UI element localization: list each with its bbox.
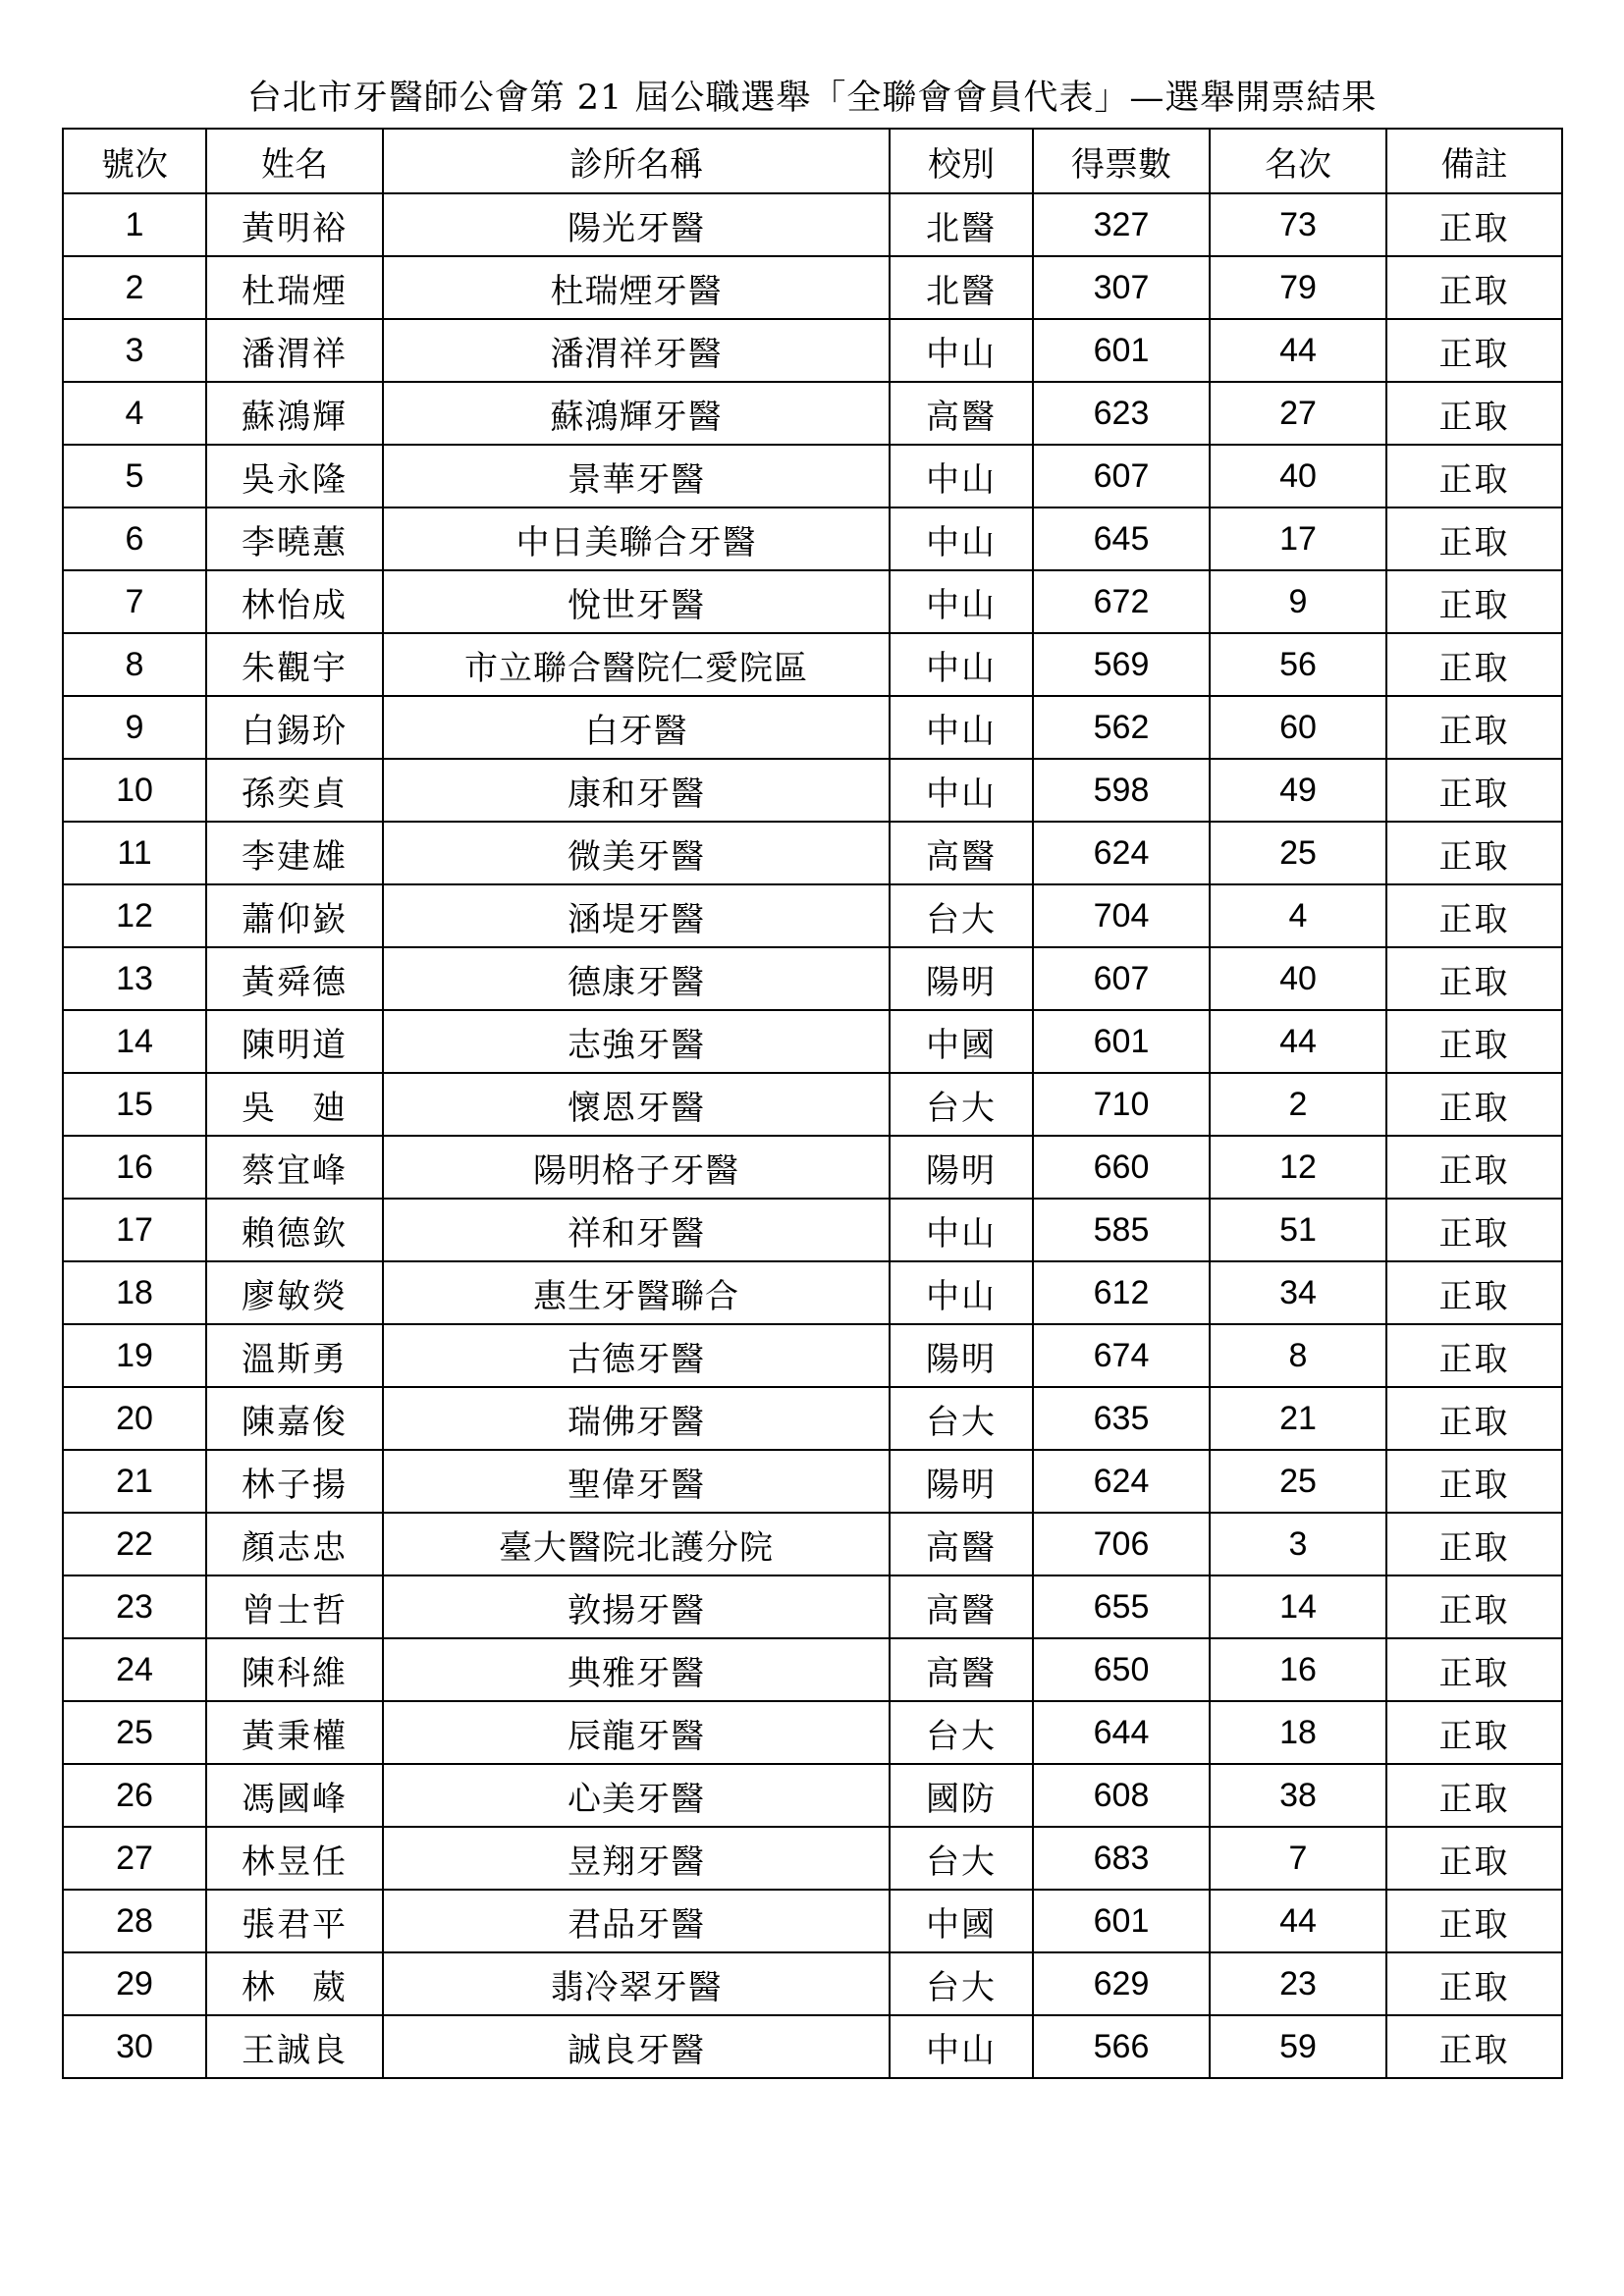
column-header-name: 姓名 bbox=[206, 129, 383, 193]
cell-school: 台大 bbox=[890, 884, 1033, 947]
cell-school: 陽明 bbox=[890, 1136, 1033, 1199]
cell-note: 正取 bbox=[1386, 1136, 1562, 1199]
cell-school: 中山 bbox=[890, 696, 1033, 759]
cell-number: 16 bbox=[63, 1136, 206, 1199]
cell-note: 正取 bbox=[1386, 1199, 1562, 1261]
column-header-number: 號次 bbox=[63, 129, 206, 193]
cell-school: 高醫 bbox=[890, 1638, 1033, 1701]
cell-clinic: 翡冷翠牙醫 bbox=[383, 1952, 890, 2015]
cell-votes: 607 bbox=[1033, 947, 1210, 1010]
cell-votes: 612 bbox=[1033, 1261, 1210, 1324]
cell-note: 正取 bbox=[1386, 1261, 1562, 1324]
cell-school: 台大 bbox=[890, 1073, 1033, 1136]
column-header-votes: 得票數 bbox=[1033, 129, 1210, 193]
cell-clinic: 陽光牙醫 bbox=[383, 193, 890, 256]
cell-clinic: 惠生牙醫聯合 bbox=[383, 1261, 890, 1324]
cell-name: 陳嘉俊 bbox=[206, 1387, 383, 1450]
column-header-school: 校別 bbox=[890, 129, 1033, 193]
table-body bbox=[63, 193, 1562, 2078]
cell-rank: 4 bbox=[1210, 884, 1386, 947]
cell-number: 10 bbox=[63, 759, 206, 822]
cell-votes: 601 bbox=[1033, 1010, 1210, 1073]
cell-rank: 25 bbox=[1210, 822, 1386, 884]
cell-number: 21 bbox=[63, 1450, 206, 1513]
cell-clinic: 德康牙醫 bbox=[383, 947, 890, 1010]
cell-note: 正取 bbox=[1386, 382, 1562, 445]
cell-number: 19 bbox=[63, 1324, 206, 1387]
cell-note: 正取 bbox=[1386, 1638, 1562, 1701]
cell-clinic: 微美牙醫 bbox=[383, 822, 890, 884]
cell-rank: 8 bbox=[1210, 1324, 1386, 1387]
cell-name: 潘渭祥 bbox=[206, 319, 383, 382]
cell-votes: 566 bbox=[1033, 2015, 1210, 2078]
table-row bbox=[63, 570, 1562, 633]
table-row bbox=[63, 633, 1562, 696]
cell-school: 中山 bbox=[890, 1261, 1033, 1324]
cell-note: 正取 bbox=[1386, 1387, 1562, 1450]
cell-number: 26 bbox=[63, 1764, 206, 1827]
cell-rank: 49 bbox=[1210, 759, 1386, 822]
cell-school: 中國 bbox=[890, 1890, 1033, 1952]
cell-note: 正取 bbox=[1386, 1575, 1562, 1638]
cell-number: 6 bbox=[63, 507, 206, 570]
table-row bbox=[63, 2015, 1562, 2078]
cell-votes: 635 bbox=[1033, 1387, 1210, 1450]
cell-school: 台大 bbox=[890, 1952, 1033, 2015]
cell-name: 蔡宜峰 bbox=[206, 1136, 383, 1199]
cell-school: 高醫 bbox=[890, 1513, 1033, 1575]
cell-votes: 598 bbox=[1033, 759, 1210, 822]
table-row bbox=[63, 1638, 1562, 1701]
cell-clinic: 懷恩牙醫 bbox=[383, 1073, 890, 1136]
cell-name: 吳永隆 bbox=[206, 445, 383, 507]
cell-rank: 73 bbox=[1210, 193, 1386, 256]
cell-school: 陽明 bbox=[890, 1324, 1033, 1387]
cell-name: 李曉蕙 bbox=[206, 507, 383, 570]
cell-votes: 607 bbox=[1033, 445, 1210, 507]
cell-rank: 44 bbox=[1210, 319, 1386, 382]
table-row bbox=[63, 1136, 1562, 1199]
table-row bbox=[63, 1827, 1562, 1890]
cell-rank: 40 bbox=[1210, 445, 1386, 507]
cell-rank: 44 bbox=[1210, 1890, 1386, 1952]
cell-rank: 9 bbox=[1210, 570, 1386, 633]
cell-note: 正取 bbox=[1386, 759, 1562, 822]
cell-rank: 59 bbox=[1210, 2015, 1386, 2078]
table-row bbox=[63, 256, 1562, 319]
cell-school: 中山 bbox=[890, 570, 1033, 633]
cell-name: 林子揚 bbox=[206, 1450, 383, 1513]
table-row bbox=[63, 507, 1562, 570]
cell-rank: 16 bbox=[1210, 1638, 1386, 1701]
cell-votes: 585 bbox=[1033, 1199, 1210, 1261]
cell-rank: 40 bbox=[1210, 947, 1386, 1010]
table-row bbox=[63, 1952, 1562, 2015]
cell-clinic: 陽明格子牙醫 bbox=[383, 1136, 890, 1199]
cell-votes: 644 bbox=[1033, 1701, 1210, 1764]
table-row bbox=[63, 1575, 1562, 1638]
cell-note: 正取 bbox=[1386, 947, 1562, 1010]
cell-school: 中山 bbox=[890, 2015, 1033, 2078]
cell-school: 北醫 bbox=[890, 256, 1033, 319]
cell-clinic: 潘渭祥牙醫 bbox=[383, 319, 890, 382]
cell-votes: 674 bbox=[1033, 1324, 1210, 1387]
cell-number: 14 bbox=[63, 1010, 206, 1073]
table-row bbox=[63, 1890, 1562, 1952]
cell-votes: 562 bbox=[1033, 696, 1210, 759]
cell-rank: 51 bbox=[1210, 1199, 1386, 1261]
cell-votes: 706 bbox=[1033, 1513, 1210, 1575]
cell-clinic: 杜瑞煙牙醫 bbox=[383, 256, 890, 319]
cell-name: 溫斯勇 bbox=[206, 1324, 383, 1387]
cell-number: 22 bbox=[63, 1513, 206, 1575]
cell-rank: 56 bbox=[1210, 633, 1386, 696]
cell-clinic: 康和牙醫 bbox=[383, 759, 890, 822]
cell-note: 正取 bbox=[1386, 1701, 1562, 1764]
cell-note: 正取 bbox=[1386, 1513, 1562, 1575]
column-header-note: 備註 bbox=[1386, 129, 1562, 193]
cell-note: 正取 bbox=[1386, 570, 1562, 633]
cell-rank: 2 bbox=[1210, 1073, 1386, 1136]
cell-rank: 60 bbox=[1210, 696, 1386, 759]
cell-number: 15 bbox=[63, 1073, 206, 1136]
cell-votes: 624 bbox=[1033, 822, 1210, 884]
table-row bbox=[63, 1010, 1562, 1073]
cell-note: 正取 bbox=[1386, 507, 1562, 570]
cell-number: 4 bbox=[63, 382, 206, 445]
cell-name: 林昱任 bbox=[206, 1827, 383, 1890]
cell-name: 朱觀宇 bbox=[206, 633, 383, 696]
cell-name: 吳 廸 bbox=[206, 1073, 383, 1136]
cell-clinic: 古德牙醫 bbox=[383, 1324, 890, 1387]
cell-name: 陳明道 bbox=[206, 1010, 383, 1073]
cell-number: 11 bbox=[63, 822, 206, 884]
cell-rank: 12 bbox=[1210, 1136, 1386, 1199]
column-header-clinic: 診所名稱 bbox=[383, 129, 890, 193]
cell-school: 陽明 bbox=[890, 1450, 1033, 1513]
cell-rank: 3 bbox=[1210, 1513, 1386, 1575]
cell-clinic: 瑞佛牙醫 bbox=[383, 1387, 890, 1450]
cell-note: 正取 bbox=[1386, 2015, 1562, 2078]
cell-name: 蘇鴻輝 bbox=[206, 382, 383, 445]
cell-note: 正取 bbox=[1386, 884, 1562, 947]
cell-clinic: 中日美聯合牙醫 bbox=[383, 507, 890, 570]
table-row bbox=[63, 947, 1562, 1010]
cell-note: 正取 bbox=[1386, 1324, 1562, 1387]
cell-number: 18 bbox=[63, 1261, 206, 1324]
cell-number: 9 bbox=[63, 696, 206, 759]
cell-note: 正取 bbox=[1386, 1890, 1562, 1952]
cell-school: 中國 bbox=[890, 1010, 1033, 1073]
cell-votes: 650 bbox=[1033, 1638, 1210, 1701]
cell-votes: 683 bbox=[1033, 1827, 1210, 1890]
cell-name: 白錫玠 bbox=[206, 696, 383, 759]
cell-votes: 624 bbox=[1033, 1450, 1210, 1513]
cell-votes: 569 bbox=[1033, 633, 1210, 696]
table-row bbox=[63, 884, 1562, 947]
cell-note: 正取 bbox=[1386, 822, 1562, 884]
cell-school: 台大 bbox=[890, 1827, 1033, 1890]
cell-name: 顏志忠 bbox=[206, 1513, 383, 1575]
cell-note: 正取 bbox=[1386, 319, 1562, 382]
cell-clinic: 志強牙醫 bbox=[383, 1010, 890, 1073]
cell-clinic: 悅世牙醫 bbox=[383, 570, 890, 633]
election-results-table bbox=[62, 128, 1563, 2079]
table-row bbox=[63, 445, 1562, 507]
cell-votes: 608 bbox=[1033, 1764, 1210, 1827]
cell-name: 陳科維 bbox=[206, 1638, 383, 1701]
cell-rank: 44 bbox=[1210, 1010, 1386, 1073]
cell-number: 7 bbox=[63, 570, 206, 633]
cell-name: 李建雄 bbox=[206, 822, 383, 884]
cell-note: 正取 bbox=[1386, 1952, 1562, 2015]
table-row bbox=[63, 1513, 1562, 1575]
header-row bbox=[63, 129, 1562, 193]
table-row bbox=[63, 1387, 1562, 1450]
cell-votes: 704 bbox=[1033, 884, 1210, 947]
cell-name: 孫奕貞 bbox=[206, 759, 383, 822]
table-row bbox=[63, 1324, 1562, 1387]
table-row bbox=[63, 696, 1562, 759]
table-row bbox=[63, 822, 1562, 884]
cell-school: 中山 bbox=[890, 507, 1033, 570]
cell-votes: 710 bbox=[1033, 1073, 1210, 1136]
cell-votes: 601 bbox=[1033, 319, 1210, 382]
cell-name: 王誠良 bbox=[206, 2015, 383, 2078]
cell-rank: 25 bbox=[1210, 1450, 1386, 1513]
cell-rank: 17 bbox=[1210, 507, 1386, 570]
table-row bbox=[63, 193, 1562, 256]
cell-name: 黃明裕 bbox=[206, 193, 383, 256]
cell-clinic: 君品牙醫 bbox=[383, 1890, 890, 1952]
cell-number: 13 bbox=[63, 947, 206, 1010]
cell-school: 高醫 bbox=[890, 822, 1033, 884]
cell-note: 正取 bbox=[1386, 696, 1562, 759]
table-row bbox=[63, 319, 1562, 382]
cell-note: 正取 bbox=[1386, 633, 1562, 696]
cell-rank: 7 bbox=[1210, 1827, 1386, 1890]
cell-school: 台大 bbox=[890, 1701, 1033, 1764]
cell-school: 國防 bbox=[890, 1764, 1033, 1827]
cell-votes: 655 bbox=[1033, 1575, 1210, 1638]
cell-clinic: 景華牙醫 bbox=[383, 445, 890, 507]
cell-number: 3 bbox=[63, 319, 206, 382]
cell-clinic: 昱翔牙醫 bbox=[383, 1827, 890, 1890]
cell-votes: 645 bbox=[1033, 507, 1210, 570]
cell-votes: 660 bbox=[1033, 1136, 1210, 1199]
cell-clinic: 臺大醫院北護分院 bbox=[383, 1513, 890, 1575]
cell-number: 17 bbox=[63, 1199, 206, 1261]
cell-votes: 327 bbox=[1033, 193, 1210, 256]
cell-votes: 629 bbox=[1033, 1952, 1210, 2015]
cell-name: 馮國峰 bbox=[206, 1764, 383, 1827]
cell-clinic: 涵堤牙醫 bbox=[383, 884, 890, 947]
cell-clinic: 典雅牙醫 bbox=[383, 1638, 890, 1701]
cell-school: 北醫 bbox=[890, 193, 1033, 256]
cell-number: 29 bbox=[63, 1952, 206, 2015]
cell-name: 廖敏熒 bbox=[206, 1261, 383, 1324]
cell-clinic: 辰龍牙醫 bbox=[383, 1701, 890, 1764]
cell-rank: 21 bbox=[1210, 1387, 1386, 1450]
cell-votes: 623 bbox=[1033, 382, 1210, 445]
cell-number: 12 bbox=[63, 884, 206, 947]
cell-clinic: 敦揚牙醫 bbox=[383, 1575, 890, 1638]
table-row bbox=[63, 1450, 1562, 1513]
cell-name: 張君平 bbox=[206, 1890, 383, 1952]
cell-note: 正取 bbox=[1386, 1010, 1562, 1073]
cell-school: 台大 bbox=[890, 1387, 1033, 1450]
cell-number: 8 bbox=[63, 633, 206, 696]
table-row bbox=[63, 1261, 1562, 1324]
cell-votes: 307 bbox=[1033, 256, 1210, 319]
cell-school: 中山 bbox=[890, 445, 1033, 507]
table-row bbox=[63, 1764, 1562, 1827]
cell-rank: 23 bbox=[1210, 1952, 1386, 2015]
cell-school: 高醫 bbox=[890, 1575, 1033, 1638]
cell-note: 正取 bbox=[1386, 256, 1562, 319]
cell-number: 25 bbox=[63, 1701, 206, 1764]
cell-note: 正取 bbox=[1386, 193, 1562, 256]
cell-note: 正取 bbox=[1386, 1827, 1562, 1890]
cell-note: 正取 bbox=[1386, 1764, 1562, 1827]
cell-clinic: 白牙醫 bbox=[383, 696, 890, 759]
cell-note: 正取 bbox=[1386, 1073, 1562, 1136]
cell-number: 28 bbox=[63, 1890, 206, 1952]
cell-clinic: 市立聯合醫院仁愛院區 bbox=[383, 633, 890, 696]
cell-rank: 14 bbox=[1210, 1575, 1386, 1638]
cell-votes: 601 bbox=[1033, 1890, 1210, 1952]
cell-number: 5 bbox=[63, 445, 206, 507]
cell-school: 中山 bbox=[890, 1199, 1033, 1261]
cell-rank: 27 bbox=[1210, 382, 1386, 445]
cell-number: 23 bbox=[63, 1575, 206, 1638]
cell-clinic: 誠良牙醫 bbox=[383, 2015, 890, 2078]
cell-votes: 672 bbox=[1033, 570, 1210, 633]
cell-note: 正取 bbox=[1386, 1450, 1562, 1513]
cell-clinic: 聖偉牙醫 bbox=[383, 1450, 890, 1513]
cell-number: 27 bbox=[63, 1827, 206, 1890]
cell-clinic: 心美牙醫 bbox=[383, 1764, 890, 1827]
table-row bbox=[63, 1199, 1562, 1261]
cell-number: 2 bbox=[63, 256, 206, 319]
cell-clinic: 祥和牙醫 bbox=[383, 1199, 890, 1261]
cell-name: 曾士哲 bbox=[206, 1575, 383, 1638]
cell-name: 林怡成 bbox=[206, 570, 383, 633]
column-header-rank: 名次 bbox=[1210, 129, 1386, 193]
table-row bbox=[63, 1073, 1562, 1136]
cell-rank: 34 bbox=[1210, 1261, 1386, 1324]
cell-school: 陽明 bbox=[890, 947, 1033, 1010]
cell-number: 24 bbox=[63, 1638, 206, 1701]
cell-name: 黃舜德 bbox=[206, 947, 383, 1010]
cell-name: 蕭仰嶔 bbox=[206, 884, 383, 947]
cell-school: 中山 bbox=[890, 759, 1033, 822]
cell-name: 杜瑞煙 bbox=[206, 256, 383, 319]
cell-rank: 18 bbox=[1210, 1701, 1386, 1764]
cell-number: 1 bbox=[63, 193, 206, 256]
cell-name: 林 葳 bbox=[206, 1952, 383, 2015]
cell-school: 高醫 bbox=[890, 382, 1033, 445]
cell-school: 中山 bbox=[890, 319, 1033, 382]
cell-school: 中山 bbox=[890, 633, 1033, 696]
table-row bbox=[63, 1701, 1562, 1764]
table-row bbox=[63, 759, 1562, 822]
cell-name: 黃秉權 bbox=[206, 1701, 383, 1764]
cell-rank: 79 bbox=[1210, 256, 1386, 319]
cell-note: 正取 bbox=[1386, 445, 1562, 507]
cell-number: 20 bbox=[63, 1387, 206, 1450]
cell-clinic: 蘇鴻輝牙醫 bbox=[383, 382, 890, 445]
document-title: 台北市牙醫師公會第 21 屆公職選舉「全聯會會員代表」—選舉開票結果 bbox=[246, 79, 1378, 118]
cell-number: 30 bbox=[63, 2015, 206, 2078]
table-row bbox=[63, 382, 1562, 445]
cell-rank: 38 bbox=[1210, 1764, 1386, 1827]
cell-name: 賴德欽 bbox=[206, 1199, 383, 1261]
